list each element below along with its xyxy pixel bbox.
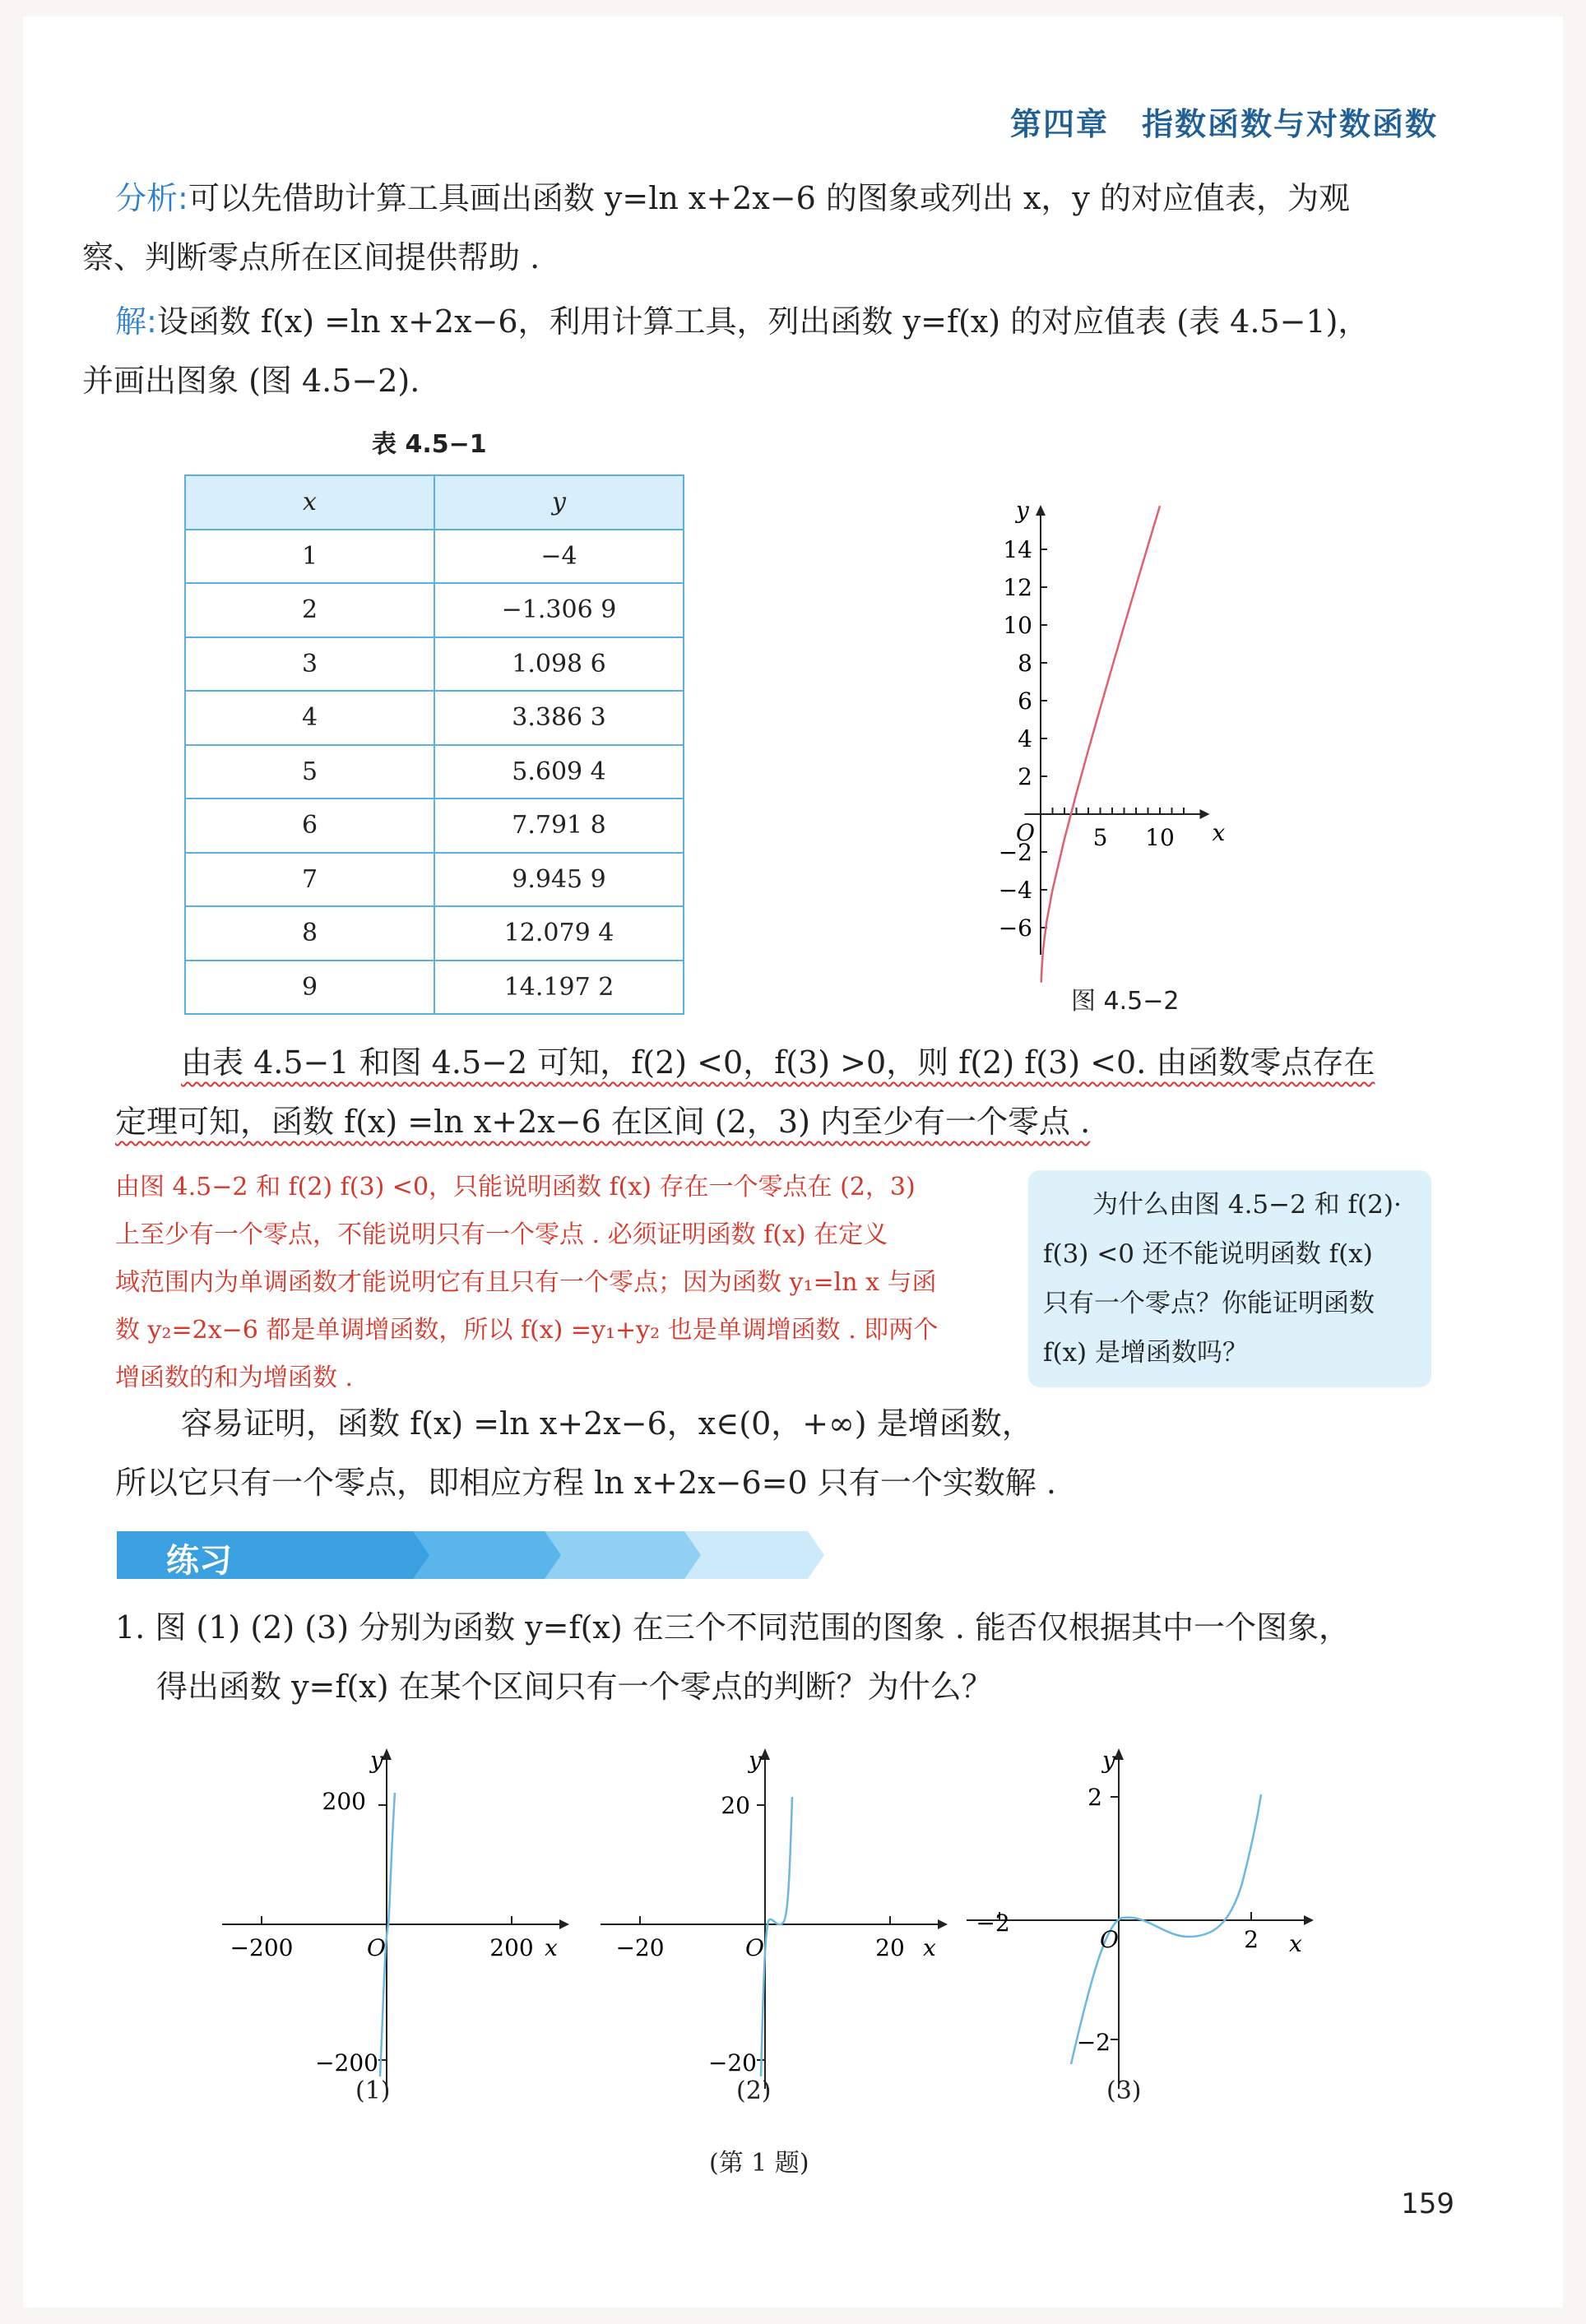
origin-label: O (1100, 1926, 1119, 1953)
tick-x-neg: −20 (615, 1934, 665, 1961)
y-tick-label: −4 (998, 877, 1032, 904)
cell-y: 5.609 4 (434, 745, 684, 799)
axis-y-label: y (370, 1747, 383, 1774)
proof-paragraph (115, 1394, 1440, 1512)
sidebar-question-box (1028, 1170, 1431, 1387)
tick-x-pos: 2 (1244, 1926, 1259, 1953)
conclusion-text-line2: 定理可知，函数 f(x) =ln x+2x−6 在区间 (2，3) 内至少有一个零点 . (115, 1104, 1091, 1140)
note-line: 上至少有一个零点，不能说明只有一个零点 . 必须证明函数 f(x) 在定义 (115, 1220, 888, 1249)
aside-line: f(3) <0 还不能说明函数 f(x) (1043, 1239, 1373, 1269)
y-tick-label: 4 (1018, 725, 1032, 752)
tick-y-neg: −20 (707, 2049, 757, 2076)
cell-y: 1.098 6 (434, 637, 684, 692)
x-tick-label: 10 (1145, 824, 1175, 851)
tick-x-neg: −200 (230, 1934, 294, 1961)
axis-x-label: x (1212, 819, 1226, 846)
table-header-x: x (185, 475, 434, 530)
handwritten-note (115, 1164, 1020, 1402)
tick-x-neg: −2 (976, 1910, 1010, 1937)
chapter-title: 指数函数与对数函数 (1141, 106, 1438, 142)
cell-x: 6 (185, 799, 434, 853)
exercise-paragraph (115, 1598, 1440, 1716)
axis-y-label: y (749, 1747, 762, 1774)
table-row (185, 745, 684, 799)
cell-x: 2 (185, 583, 434, 637)
cell-y: 9.945 9 (434, 853, 684, 907)
y-axis-arrow (1036, 505, 1046, 516)
origin-label: O (1016, 819, 1035, 846)
cell-x: 8 (185, 906, 434, 961)
proof-text-line2: 所以它只有一个零点，即相应方程 ln x+2x−6=0 只有一个实数解 . (115, 1465, 1056, 1501)
table-header-y: y (434, 475, 684, 530)
graph-caption-2: (2) (736, 2076, 772, 2105)
analysis-text-line2: 察、判断零点所在区间提供帮助 . (82, 239, 540, 275)
y-tick-label: −2 (998, 839, 1032, 866)
axis-x-label: x (545, 1934, 558, 1961)
page-number: 159 (1401, 2187, 1454, 2220)
aside-line: f(x) 是增函数吗？ (1043, 1338, 1248, 1368)
tick-y-neg: −200 (315, 2049, 378, 2076)
axis-y-label: y (1016, 497, 1029, 524)
cell-y: 12.079 4 (434, 906, 684, 961)
table-header-row (185, 475, 684, 530)
graph-caption-1: (1) (355, 2076, 391, 2105)
x-axis-arrow (1200, 809, 1210, 819)
analysis-label: 分析: (115, 180, 188, 216)
cell-y: −4 (434, 530, 684, 584)
exercise-graph-3 (958, 1735, 1320, 2097)
table-caption: 表 4.5−1 (372, 430, 487, 459)
table-row (185, 583, 684, 637)
tick-x-pos: 200 (489, 1934, 534, 1961)
note-line: 数 y₂=2x−6 都是单调增函数，所以 f(x) =y₁+y₂ 也是单调增函数 . 即两个 (115, 1316, 939, 1345)
y-tick-label: 2 (1018, 763, 1032, 790)
exercise-graph-1 (214, 1735, 576, 2097)
table-row (185, 961, 684, 1015)
exercise-text-line1: 1. 图 (1) (2) (3) 分别为函数 y=f(x) 在三个不同范围的图象 . 能否仅根据其中一个图象， (115, 1609, 1350, 1646)
y-tick-label: 10 (1003, 612, 1032, 639)
origin-label: O (367, 1934, 386, 1961)
table-row (185, 691, 684, 745)
tick-y-pos: 200 (322, 1788, 366, 1815)
main-function-graph (946, 485, 1292, 995)
tick-y-pos: 2 (1087, 1784, 1102, 1811)
cell-y: 14.197 2 (434, 961, 684, 1015)
analysis-text-line1: 可以先借助计算工具画出函数 y=ln x+2x−6 的图象或列出 x，y 的对应值表，为观 (188, 180, 1350, 216)
cell-x: 1 (185, 530, 434, 584)
value-table (184, 475, 684, 1015)
figure-group-caption: (第 1 题) (709, 2149, 809, 2178)
exercise-graph-2 (592, 1735, 954, 2097)
x-tick-label: 5 (1092, 824, 1108, 851)
conclusion-line1 (115, 1033, 1440, 1092)
aside-line: 为什么由图 4.5−2 和 f(2)· (1092, 1190, 1402, 1220)
tick-x-pos: 20 (875, 1934, 905, 1961)
proof-text-line1: 容易证明，函数 f(x) =ln x+2x−6，x∈(0，+∞) 是增函数， (181, 1405, 1033, 1442)
figure-caption: 图 4.5−2 (1071, 987, 1180, 1016)
cell-y: −1.306 9 (434, 583, 684, 637)
exercise-text-line2: 得出函数 y=f(x) 在某个区间只有一个零点的判断？为什么？ (156, 1669, 993, 1705)
origin-label: O (745, 1934, 764, 1961)
note-line: 域范围内为单调函数才能说明它有且只有一个零点；因为函数 y₁=ln x 与函 (115, 1268, 937, 1297)
y-tick-label: −6 (998, 914, 1032, 942)
cell-y: 3.386 3 (434, 691, 684, 745)
table-row (185, 853, 684, 907)
tick-y-neg: −2 (1076, 2029, 1111, 2056)
y-tick-label: 8 (1018, 650, 1032, 677)
axis-x-label: x (1289, 1930, 1302, 1957)
cell-x: 4 (185, 691, 434, 745)
solution-text-line1: 设函数 f(x) =ln x+2x−6，利用计算工具，列出函数 y=f(x) 的对应值表 (表 4.5−1)， (156, 303, 1370, 340)
cell-x: 3 (185, 637, 434, 692)
cell-x: 7 (185, 853, 434, 907)
graph-caption-3: (3) (1106, 2076, 1142, 2105)
y-tick-label: 6 (1018, 687, 1032, 715)
axis-x-label: x (923, 1934, 936, 1961)
main-graph-ticks (1041, 549, 1184, 928)
note-line: 增函数的和为增函数 . (115, 1363, 354, 1392)
table-row (185, 637, 684, 692)
tick-y-pos: 20 (721, 1792, 750, 1819)
chapter-number: 第四章 (1009, 106, 1109, 142)
practice-label: 练习 (166, 1542, 232, 1580)
table-row (185, 799, 684, 853)
cell-y: 7.791 8 (434, 799, 684, 853)
conclusion-text-line1: 由表 4.5−1 和图 4.5−2 可知，f(2) <0，f(3) >0，则 f(2) f(3) <0. 由函数零点存在 (181, 1044, 1375, 1081)
analysis-paragraph (82, 169, 1440, 287)
solution-paragraph (82, 292, 1440, 410)
page-header (977, 99, 1438, 144)
aside-line: 只有一个零点？你能证明函数 (1043, 1289, 1375, 1318)
table-row (185, 530, 684, 584)
y-tick-label: 12 (1003, 574, 1032, 601)
table-row (185, 906, 684, 961)
axis-y-label: y (1102, 1747, 1115, 1774)
y-tick-label: 14 (1003, 536, 1032, 563)
solution-label: 解: (115, 303, 157, 340)
series-line-lnx-2x-6 (1041, 506, 1160, 983)
conclusion-line2 (115, 1092, 1440, 1151)
solution-text-line2: 并画出图象 (图 4.5−2). (82, 363, 420, 399)
cell-x: 5 (185, 745, 434, 799)
conclusion-paragraph (115, 1033, 1440, 1151)
note-line: 由图 4.5−2 和 f(2) f(3) <0，只能说明函数 f(x) 存在一个零点在 (2，3) (115, 1173, 916, 1201)
cell-x: 9 (185, 961, 434, 1015)
